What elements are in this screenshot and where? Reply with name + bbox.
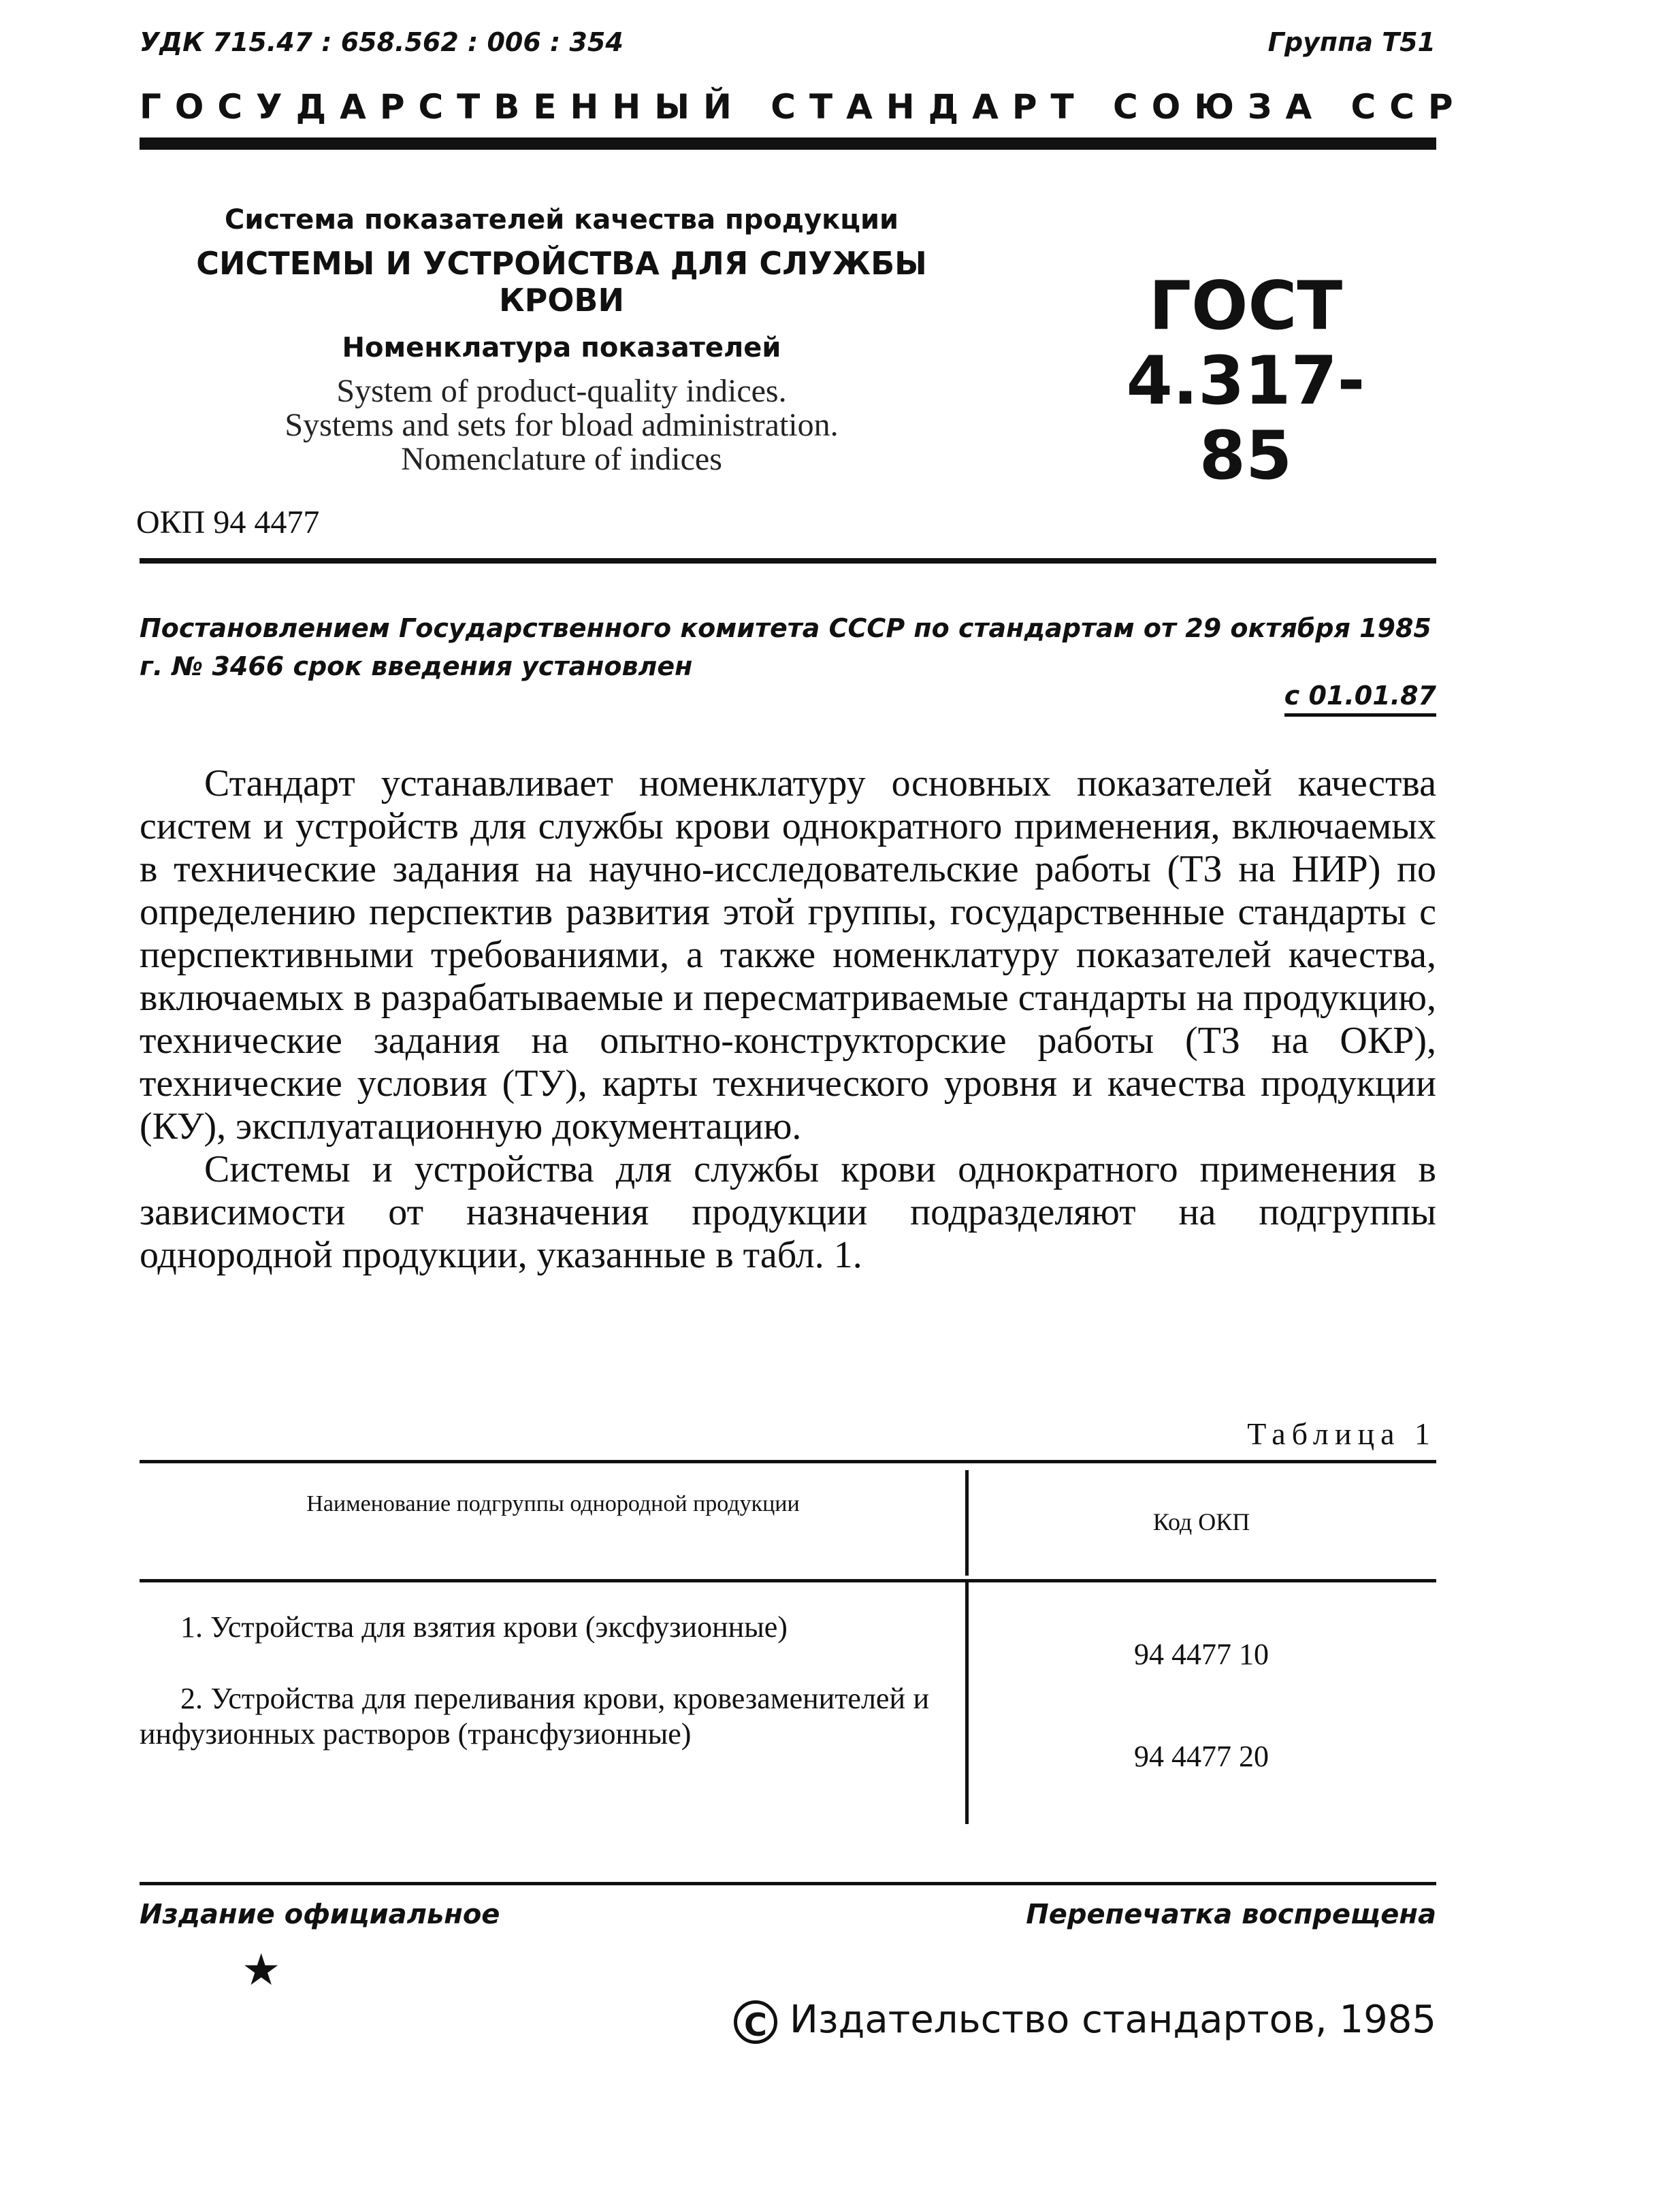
- gost-number: 4.317-85: [1126, 342, 1365, 495]
- english-title-line-3: Nomenclature of indices: [401, 441, 722, 477]
- column-divider: [965, 1582, 969, 1824]
- star-icon: ★: [242, 1946, 281, 1994]
- products-table: [140, 1460, 1436, 1831]
- product-title: СИСТЕМЫ И УСТРОЙСТВА ДЛЯ СЛУЖБЫ КРОВИ: [196, 245, 927, 319]
- gost-label: ГОСТ: [1148, 267, 1343, 345]
- column-divider: [965, 1470, 969, 1576]
- table-body: [140, 1582, 1436, 1831]
- table-row-name: 1. Устройства для взятия крови (эксфузионные): [180, 1610, 788, 1644]
- udk-code: УДК 715.47 : 658.562 : 006 : 354: [140, 27, 624, 57]
- body-text: [140, 762, 1436, 1277]
- header-rule: [140, 137, 1436, 150]
- reprint-notice: Перепечатка воспрещена: [1026, 1899, 1436, 1930]
- table-row-code: 94 4477 10: [1134, 1638, 1269, 1671]
- copyright-icon: C: [734, 2000, 777, 2044]
- standard-title: ГОСУДАРСТВЕННЫЙ СТАНДАРТ СОЮЗА ССР: [140, 87, 1467, 127]
- effective-date: с 01.01.87: [1284, 681, 1436, 717]
- system-title: Система показателей качества продукции: [224, 204, 899, 235]
- table-row-code: 94 4477 20: [1134, 1740, 1269, 1773]
- title-block: [170, 204, 953, 476]
- column-header-name: Наименование подгруппы однородной продукции: [306, 1491, 800, 1516]
- table-header: [140, 1463, 1436, 1579]
- table-row-name: 2. Устройства для переливания крови, кровезаменителей и инфузионных растворов (трансфузионные): [140, 1682, 929, 1751]
- gost-designation: [1096, 269, 1395, 493]
- english-title-line-1: System of product-quality indices.: [336, 373, 787, 409]
- paragraph: Стандарт устанавливает номенклатуру основных показателей качества систем и устройств для службы крови однократного применения, включаемых в технические задания на научно-исследовательские работы (ТЗ на НИР) по определению перспектив развития этой группы, государственные стандарты с перспективными требованиями, а также номенклатуру показателей качества, включаемых в разрабатываемые и пересматриваемые стандарты на продукцию, технические задания на опытно-конструкторские работы (ТЗ на ОКР), технические условия (ТУ), карты технического уровня и качества продукции (КУ), эксплуатационную документацию.: [140, 762, 1436, 1148]
- english-title-line-2: Systems and sets for bload administration.: [285, 407, 839, 443]
- edition-label: Издание официальное: [140, 1899, 500, 1930]
- group-code: Группа Т51: [1267, 27, 1436, 57]
- nomenclature-title: Номенклатура показателей: [342, 332, 781, 363]
- publisher-line: [734, 1998, 1436, 2044]
- okp-code: ОКП 94 4477: [136, 504, 320, 540]
- publisher-name: Издательство стандартов, 1985: [790, 1998, 1436, 2042]
- table-caption: Таблица 1: [1247, 1416, 1436, 1451]
- decree-text: Постановлением Государственного комитета СССР по стандартам от 29 октября 1985 г. № 3466 срок введения установлен: [140, 613, 1431, 681]
- title-rule: [140, 558, 1436, 564]
- footer-rule: [140, 1882, 1436, 1885]
- column-header-code: Код ОКП: [1152, 1508, 1250, 1535]
- paragraph: Системы и устройства для службы крови однократного применения в зависимости от назначения продукции подразделяют на подгруппы однородной продукции, указанные в табл. 1.: [140, 1148, 1436, 1276]
